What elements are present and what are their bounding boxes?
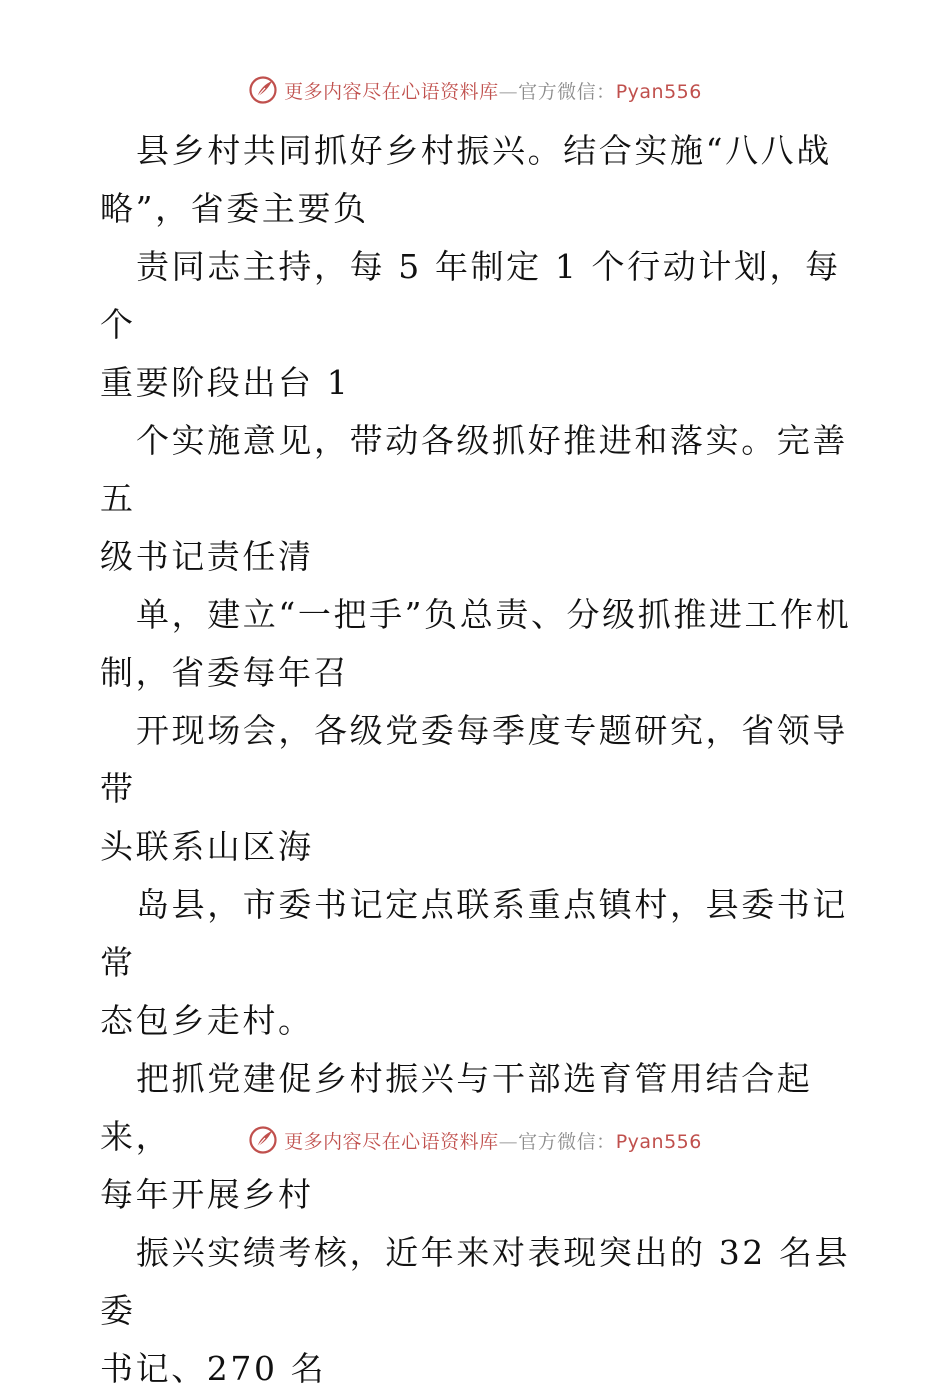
banner-site-name: 更多内容尽在心语资料库 — [284, 1130, 499, 1153]
feather-pen-in-circle-icon — [248, 75, 278, 105]
banner-wechat-label: 官方微信： — [518, 1130, 616, 1153]
banner-separator: — — [498, 1130, 519, 1153]
feather-pen-in-circle-icon — [248, 1125, 278, 1155]
paragraph: 岛县，市委书记定点联系重点镇村，县委书记常 态包乡走村。 — [100, 885, 848, 1040]
banner-text — [284, 1127, 702, 1154]
banner-wechat-account: Pyan556 — [615, 1130, 702, 1153]
header-banner — [0, 72, 950, 108]
paragraph: 个实施意见，带动各级抓好推进和落实。完善五 级书记责任清 — [100, 421, 848, 576]
document-body — [100, 122, 860, 1398]
paragraph: 把抓党建促乡村振兴与干部选育管用结合起来， 每年开展乡村 — [100, 1059, 813, 1214]
banner-site-name: 更多内容尽在心语资料库 — [284, 80, 499, 103]
banner-wechat-account: Pyan556 — [615, 80, 702, 103]
banner-separator: — — [498, 80, 519, 103]
paragraph: 责同志主持，每 5 年制定 1 个行动计划，每个 重要阶段出台 1 — [100, 247, 841, 402]
banner-wechat-label: 官方微信： — [518, 80, 616, 103]
banner-text — [284, 77, 702, 104]
paragraph: 单，建立“一把手”负总责、分级抓推进工作机 制，省委每年召 — [100, 595, 852, 692]
footer-banner — [0, 1122, 950, 1158]
paragraph: 县乡村共同抓好乡村振兴。结合实施“八八战 略”，省委主要负 — [100, 131, 832, 228]
paragraph: 开现场会，各级党委每季度专题研究，省领导带 头联系山区海 — [100, 711, 848, 866]
paragraph: 振兴实绩考核，近年来对表现突出的 32 名县委 书记、270 名 — [100, 1233, 851, 1388]
